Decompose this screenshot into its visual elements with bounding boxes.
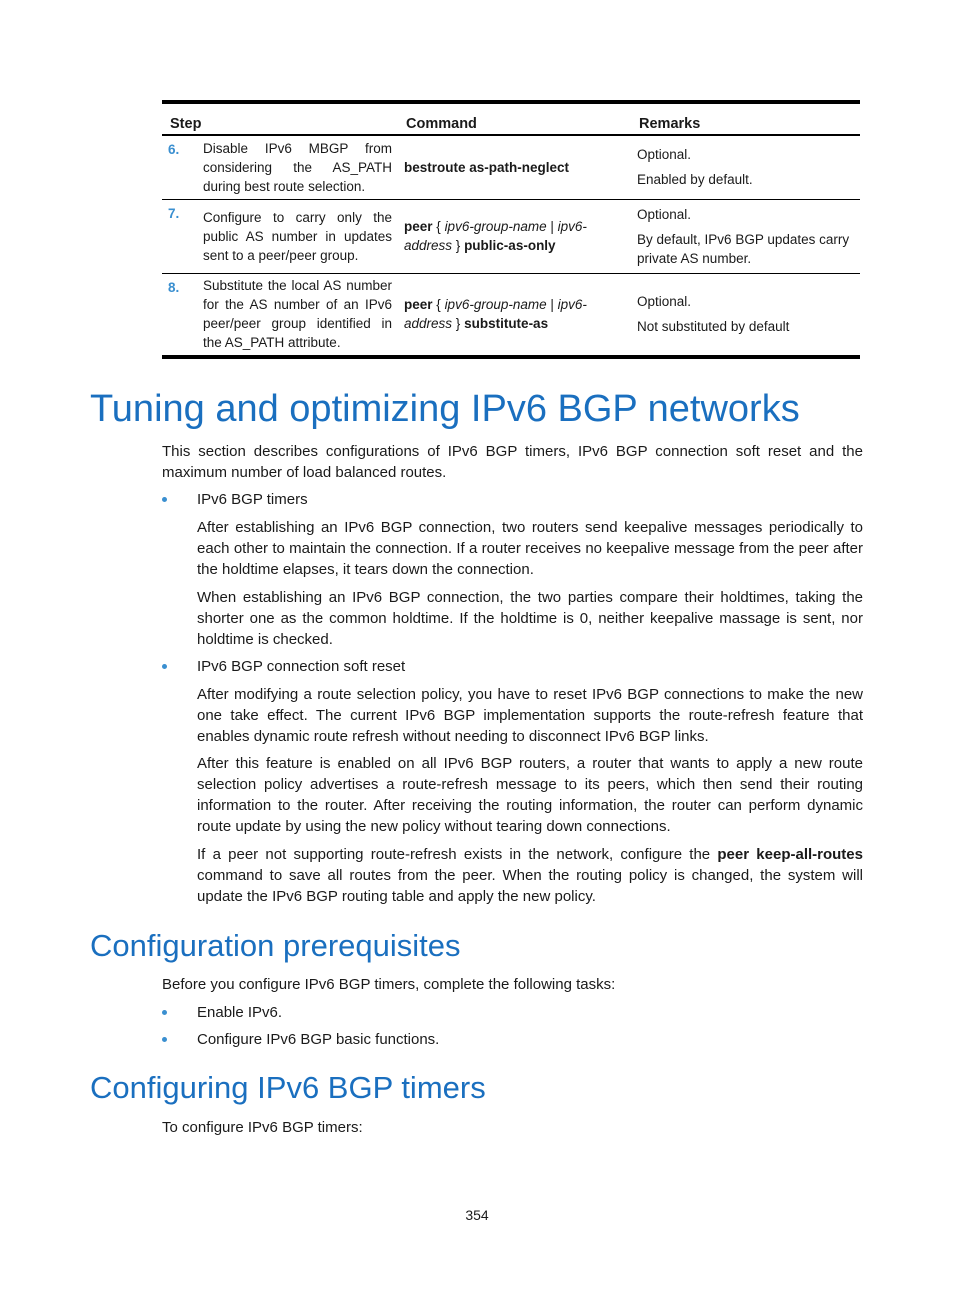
step-command: [398, 273, 631, 357]
section-intro: This section describes configurations of IPv6 BGP timers, IPv6 BGP connection soft reset and the maximum number of load balanced routes.: [162, 443, 863, 481]
table-header-row: [162, 102, 860, 135]
step-remarks: [631, 273, 860, 357]
command-syntax: }: [452, 316, 465, 332]
paragraph: When establishing an IPv6 BGP connection, the two parties compare their holdtimes, taking the shorter one as the common holdtime. If the holdtime is 0, neither keepalive massage is sent, nor holdtime is checked.: [197, 589, 863, 648]
table-row: [162, 135, 860, 199]
step-command: [398, 199, 631, 273]
command-syntax: }: [452, 238, 465, 253]
step-number: 7.: [162, 199, 197, 273]
bullet-text: IPv6 BGP connection soft reset: [197, 658, 406, 675]
step-number: 8.: [162, 273, 197, 357]
header-command: Command: [398, 102, 631, 135]
command-keyword: peer: [404, 297, 433, 313]
paragraph: [197, 844, 863, 907]
command-keyword: peer: [404, 219, 433, 234]
command-argument: ipv6-address: [404, 297, 587, 332]
section-intro: To configure IPv6 BGP timers:: [162, 1119, 363, 1136]
step-description: Disable IPv6 MBGP from considering the AS_PATH during best route selection.: [197, 135, 398, 199]
section-intro: Before you configure IPv6 BGP timers, complete the following tasks:: [162, 976, 616, 993]
remark-line: Optional.: [637, 294, 692, 310]
command-argument: ipv6-group-name: [444, 219, 547, 234]
header-remarks: Remarks: [631, 102, 860, 135]
step-description: Configure to carry only the public AS number in updates sent to a peer/peer group.: [197, 199, 398, 273]
command-keyword: public-as-only: [464, 238, 556, 253]
section-heading-tuning: Tuning and optimizing IPv6 BGP networks: [90, 388, 800, 430]
step-number: 6.: [162, 135, 197, 199]
command-syntax: |: [546, 219, 558, 234]
remark-line: Enabled by default.: [637, 172, 753, 188]
command-syntax: {: [432, 297, 445, 313]
remark-line: Optional.: [637, 206, 692, 222]
command-syntax: |: [546, 297, 558, 313]
bullet-icon: [162, 497, 167, 502]
command-keyword: peer keep-all-routes: [717, 846, 863, 863]
bullet-icon: [162, 1037, 167, 1042]
paragraph: After establishing an IPv6 BGP connection, two routers send keepalive messages periodically to each other to maintain the connection. If a router receives no keepalive message from the peer after the holdtime elapses, it tears down the connection.: [197, 519, 863, 578]
command-keyword: substitute-as: [464, 316, 549, 332]
header-step: Step: [162, 102, 398, 135]
command-syntax: {: [432, 219, 445, 234]
bullet-text: Enable IPv6.: [197, 1004, 283, 1021]
remark-line: By default, IPv6 BGP updates carry private AS number.: [637, 231, 850, 266]
section-heading-timers: Configuring IPv6 BGP timers: [90, 1070, 486, 1105]
command-argument: ipv6-group-name: [444, 297, 547, 313]
bullet-text: IPv6 BGP timers: [197, 491, 308, 508]
step-remarks: [631, 199, 860, 273]
section-heading-prerequisites: Configuration prerequisites: [90, 928, 461, 963]
table-row: [162, 273, 860, 357]
command-argument: ipv6-address: [404, 219, 587, 253]
bullet-icon: [162, 664, 167, 669]
step-description: Substitute the local AS number for the AS number of an IPv6 peer/peer group identified in the AS_PATH attribute.: [197, 273, 398, 357]
page-number: 354: [465, 1207, 489, 1223]
paragraph-text: command to save all routes from the peer. When the routing policy is changed, the system will update the IPv6 BGP routing table and apply the new policy.: [197, 867, 863, 905]
paragraph-text: If a peer not supporting route-refresh exists in the network, configure the: [197, 846, 718, 863]
remark-line: Optional.: [637, 147, 692, 163]
step-command: [398, 135, 631, 199]
remark-line: Not substituted by default: [637, 319, 790, 335]
table-row: [162, 199, 860, 273]
bullet-icon: [162, 1010, 167, 1015]
step-remarks: [631, 135, 860, 199]
config-steps-table: [162, 100, 860, 359]
paragraph: After this feature is enabled on all IPv6 BGP routers, a router that wants to apply a new route selection policy advertises a route-refresh message to its peers, which then send their routing information to the router. After receiving the routing information, the router can perform dynamic route update by using the new policy without tearing down connections.: [197, 755, 863, 835]
command-keyword: bestroute as-path-neglect: [404, 159, 570, 175]
paragraph: After modifying a route selection policy, you have to reset IPv6 BGP connections to make the new one take effect. The current IPv6 BGP implementation supports the route-refresh feature that enables dynamic route refresh without needing to disconnect IPv6 BGP links.: [197, 686, 863, 745]
bullet-text: Configure IPv6 BGP basic functions.: [197, 1031, 440, 1048]
